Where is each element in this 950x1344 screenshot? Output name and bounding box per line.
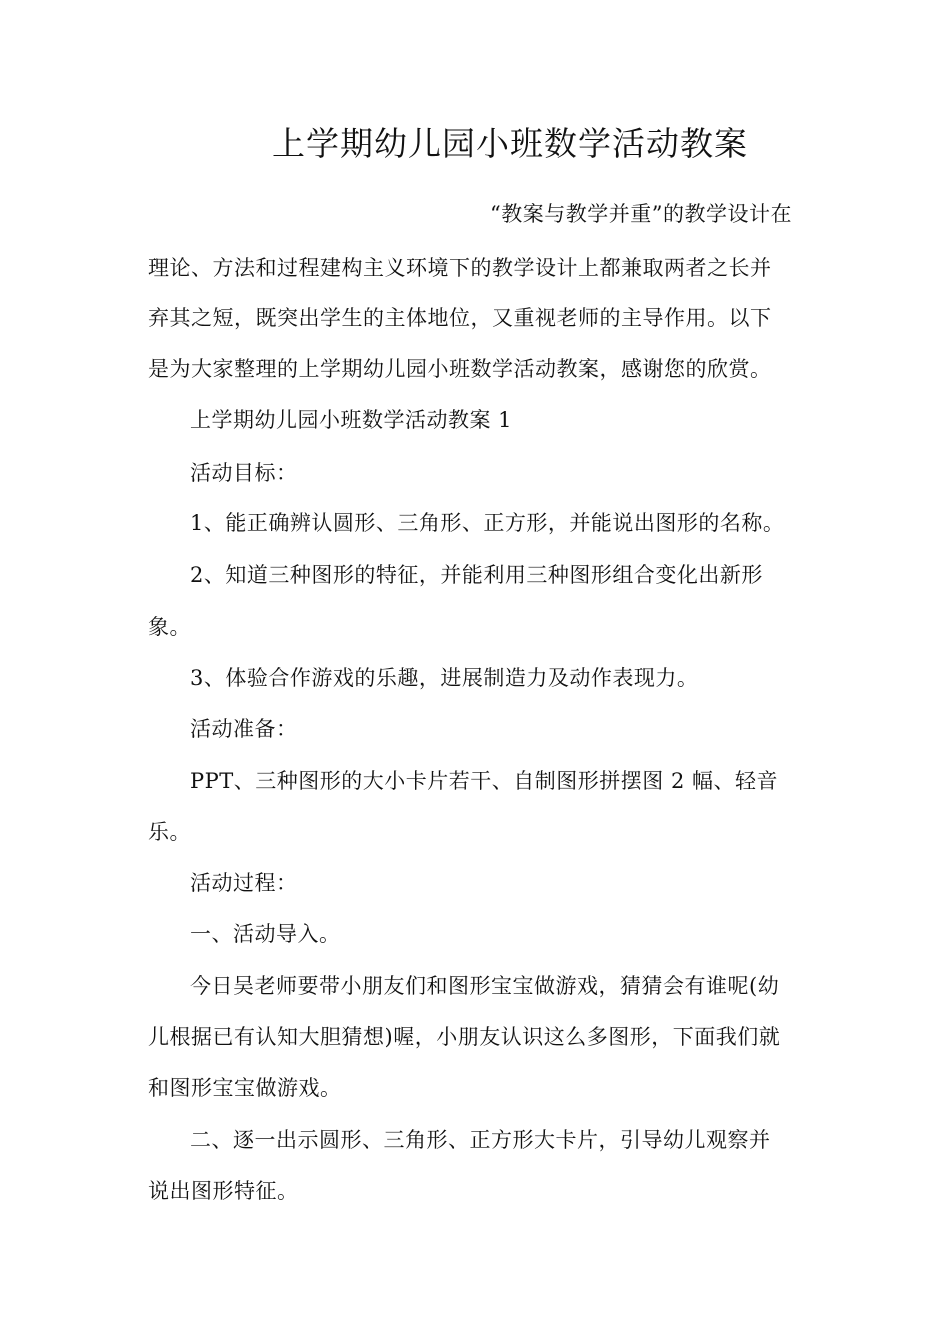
paragraph-line: 2、知道三种图形的特征，并能利用三种图形组合变化出新形 (190, 563, 763, 587)
paragraph-line: 一、活动导入。 (190, 922, 341, 946)
paragraph-line: 象。 (148, 615, 191, 639)
paragraph-line: 弃其之短，既突出学生的主体地位，又重视老师的主导作用。以下 (148, 306, 772, 330)
paragraph-line: 今日吴老师要带小朋友们和图形宝宝做游戏，猜猜会有谁呢(幼 (190, 974, 780, 998)
paragraph-line: “教案与教学并重”的教学设计在 (490, 202, 792, 226)
subheading-goals: 活动目标： (190, 461, 298, 485)
paragraph-line: 说出图形特征。 (148, 1179, 299, 1203)
paragraph-line: 1、能正确辨认圆形、三角形、正方形，并能说出图形的名称。 (190, 511, 785, 535)
paragraph-line: 是为大家整理的上学期幼儿园小班数学活动教案，感谢您的欣赏。 (148, 357, 772, 381)
document-title: 上学期幼儿园小班数学活动教案 (272, 124, 748, 163)
subheading-preparation: 活动准备： (190, 717, 298, 741)
paragraph-line: 儿根据已有认知大胆猜想)喔，小朋友认识这么多图形，下面我们就 (148, 1025, 781, 1049)
section-heading: 上学期幼儿园小班数学活动教案 1 (190, 408, 513, 432)
paragraph-line: 和图形宝宝做游戏。 (148, 1076, 342, 1100)
paragraph-line: 二、逐一出示圆形、三角形、正方形大卡片，引导幼儿观察并 (190, 1128, 771, 1152)
paragraph-line: PPT、三种图形的大小卡片若干、自制图形拼摆图 2 幅、轻音 (190, 769, 778, 793)
paragraph-line: 3、体验合作游戏的乐趣，进展制造力及动作表现力。 (190, 666, 699, 690)
paragraph-line: 理论、方法和过程建构主义环境下的教学设计上都兼取两者之长并 (148, 256, 772, 280)
subheading-process: 活动过程： (190, 871, 298, 895)
paragraph-line: 乐。 (148, 820, 191, 844)
